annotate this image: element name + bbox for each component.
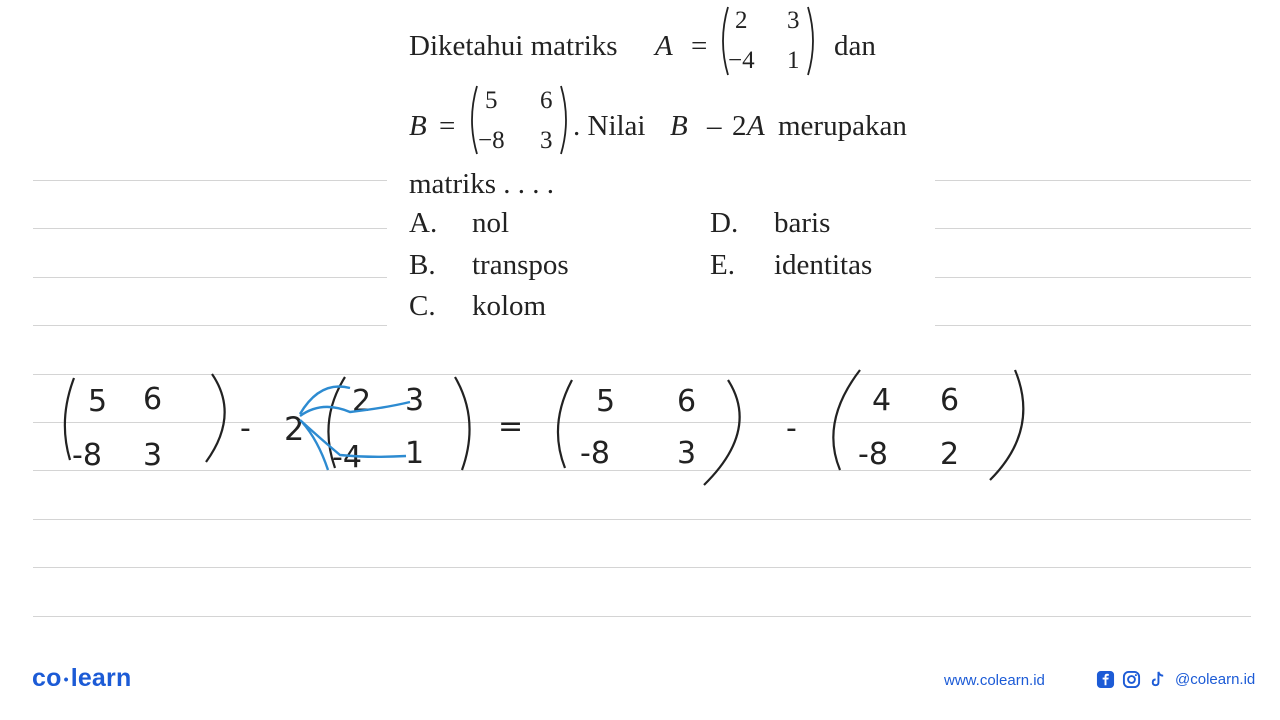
hand-cell: -8 [72,438,102,473]
question-line2-suffix: merupakan [778,110,907,142]
social-links [1095,669,1255,689]
hand-coefficient: 2 [284,410,305,448]
hand-matrix-4 [833,370,1023,480]
option-letter: C. [409,290,436,322]
expression-coefficient: 2 [732,110,747,142]
matrix-a-cell: −4 [728,47,755,74]
hand-cell: 3 [405,383,425,418]
brand-dot: • [63,671,69,688]
hand-cell: 5 [88,384,108,419]
hand-matrix-2 [328,377,469,475]
hand-paren [990,370,1023,480]
matrix-a-cell: 1 [787,47,800,74]
matrix-b-cell: 3 [540,127,553,154]
equals-sign: = [439,110,456,142]
equals-sign: = [691,30,708,62]
website-link[interactable]: www.colearn.id [944,672,1045,689]
brand-left: co [32,664,62,692]
hand-paren [558,380,572,468]
matrix-a-cell: 2 [735,7,748,34]
hand-cell: 2 [352,384,372,419]
matrix-b-cell: 6 [540,87,553,114]
hand-matrix-3 [558,380,740,485]
hand-cell: 3 [143,438,163,473]
option-letter: E. [710,249,735,281]
variable-b: B [409,110,427,142]
option-text: nol [472,207,510,239]
hand-cell: 6 [677,384,697,419]
expression-minus: – [707,110,722,142]
colearn-logo [32,664,131,693]
hand-cell: 3 [677,436,697,471]
option-text: kolom [472,290,547,322]
option-letter: D. [710,207,739,239]
hand-cell: -8 [858,437,888,472]
hand-equals: = [498,409,524,444]
tiktok-icon[interactable] [1147,669,1167,689]
question-line2-mid: . Nilai [573,110,646,142]
question-line3: matriks . . . . [409,168,554,200]
hand-cell: -4 [332,440,362,475]
hand-matrix-1 [65,374,225,473]
hand-cell: 5 [596,384,616,419]
hand-minus: - [786,411,797,446]
matrix-b-cell: −8 [478,127,505,154]
facebook-icon[interactable] [1095,669,1115,689]
matrix-a-cell: 3 [787,7,800,34]
expression-b: B [670,110,688,142]
option-text: transpos [472,249,569,281]
hand-paren [206,374,225,462]
hand-cell: 1 [405,436,425,471]
hand-cell: 6 [940,383,960,418]
option-text: identitas [774,249,873,281]
hand-paren [455,377,470,470]
hand-paren [833,370,860,470]
hand-cell: 4 [872,383,892,418]
matrix-b-cell: 5 [485,87,498,114]
hand-cell: -8 [580,436,610,471]
hand-minus: - [240,411,251,446]
hand-cell: 2 [940,437,960,472]
hand-paren [704,380,740,485]
hand-cell: 6 [143,382,163,417]
brand-right: learn [70,664,132,692]
instagram-icon[interactable] [1121,669,1141,689]
variable-a: A [655,30,673,62]
social-handle[interactable]: @colearn.id [1175,670,1256,688]
option-text: baris [774,207,831,239]
expression-a: A [747,110,765,142]
question-line1-suffix: dan [834,30,876,62]
option-letter: B. [409,249,436,281]
question-line1-prefix: Diketahui matriks [409,30,618,62]
option-letter: A. [409,207,438,239]
